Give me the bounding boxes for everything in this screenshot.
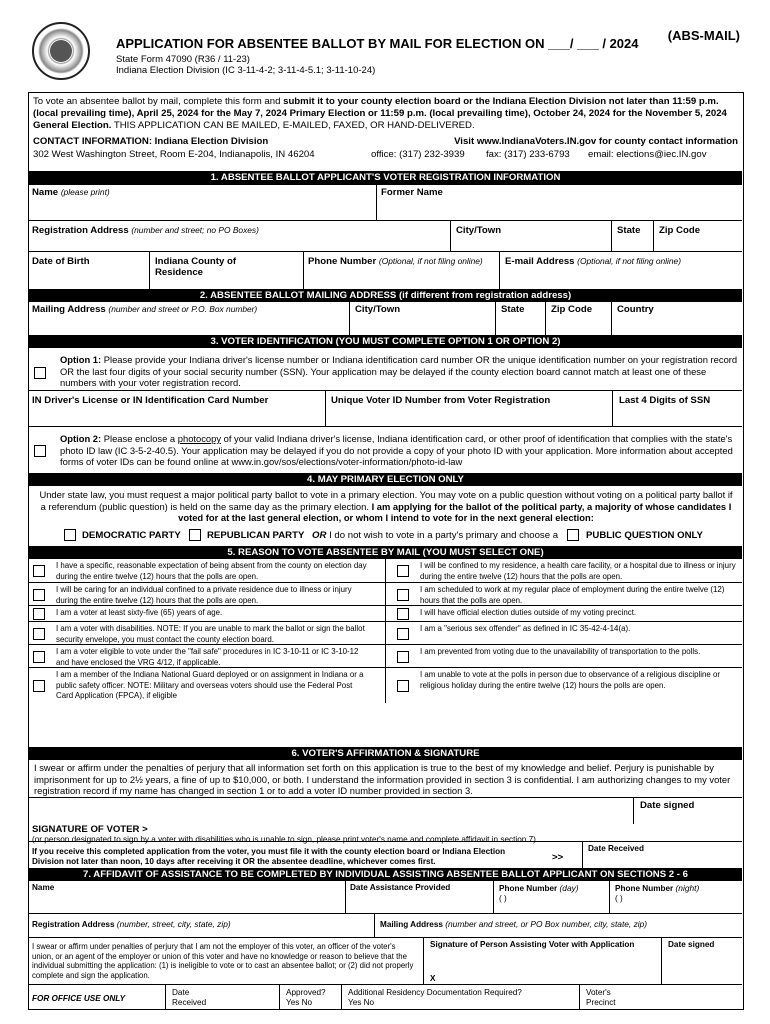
- reason-text-left: I am a member of the Indiana National Guard deployed or on assignment in Indiana or a public safety officer. NOTE: Military and overseas voters should use the Federal Post Card Application (FPCA), if eligible: [56, 670, 364, 700]
- assistant-signature-label: Signature of Person Assisting Voter with Application: [430, 940, 635, 949]
- office-approved: Approved? Yes No: [286, 988, 326, 1007]
- affirmation-text: I swear or affirm under the penalties of perjury that all information set forth on this application is true to the best of my knowledge and belief. Perjury is punishable by imprisonment for up to 2½ years, a fine of up to $10,000, or both. I understand the information provided in section 3 is confidential. I am authorizing changes to my voter registration record if my name has changed in section 1 or to add a voter ID number provided in section 3.: [34, 762, 731, 796]
- city-field[interactable]: City/Town: [456, 225, 502, 236]
- assistant-mailing-address-field[interactable]: Mailing Address (number and street, or PO Box number, city, state, zip): [380, 919, 648, 929]
- voter-signature-field[interactable]: SIGNATURE OF VOTER >: [32, 824, 148, 835]
- option2-checkbox[interactable]: [34, 445, 46, 457]
- assistant-signature-field[interactable]: X: [430, 974, 436, 983]
- reason-checkbox-right[interactable]: [397, 651, 409, 663]
- reason-checkbox-left[interactable]: [33, 628, 45, 640]
- form-page: [28, 22, 744, 1012]
- contact-office: office: (317) 232-3939: [371, 149, 465, 160]
- section6-header: 6. VOTER'S AFFIRMATION & SIGNATURE: [29, 747, 742, 760]
- reason-text-left: I will be caring for an individual confined to a private residence due to illness or injury during the entire twelve (12) hours that the polls are open.: [56, 585, 352, 605]
- photocopy-link[interactable]: photocopy: [177, 433, 222, 444]
- section2-header: 2. ABSENTEE BALLOT MAILING ADDRESS (if different from registration address): [29, 289, 742, 302]
- form-title: APPLICATION FOR ABSENTEE BALLOT BY MAIL FOR ELECTION ON ___/ ___ / 2024: [116, 36, 639, 51]
- primary-instructions: Under state law, you must request a major political party ballot to vote in a primary election. You may vote on a public question without voting on a political party ballot if a referendum (public question) is held on the same day as the primary election. I am applying for the ballot of the political party, a majority of whose candidates I voted for at the last general election, or whom I intend to vote for in the next general election:: [39, 489, 733, 523]
- section4-header: 4. MAY PRIMARY ELECTION ONLY: [29, 473, 742, 486]
- reason-row: [29, 644, 742, 667]
- section2-row: [29, 302, 742, 335]
- reason-checkbox-right[interactable]: [397, 608, 409, 620]
- reason-row: [29, 667, 742, 702]
- reason-text-left: I am a voter with disabilities. NOTE: If you are unable to mark the ballot or sign the ballot security envelope, you must contact the county election board.: [56, 624, 365, 644]
- county-field[interactable]: Indiana County of Residence: [155, 256, 237, 278]
- reason-text-right: I am prevented from voting due to the unavailability of transportation to the polls.: [420, 647, 701, 656]
- phone-night-field[interactable]: Phone Number (night) ( ): [615, 883, 700, 903]
- ssn-field[interactable]: Last 4 Digits of SSN: [619, 395, 711, 406]
- former-name-field[interactable]: Former Name: [381, 187, 443, 198]
- reason-text-right: I am a "serious sex offender" as defined in IC 35-42-4-14(a).: [420, 624, 631, 633]
- assistant-reg-address-field[interactable]: Registration Address (number, street, city, state, zip): [32, 919, 231, 929]
- assistant-affirmation: I swear or affirm under penalties of perjury that I am not the employer of this voter, an officer of the voter's union, or an agent of the employer or union of this voter and have no knowledge or reason to believe that the individual submitting the application: (1) is ineligible to vote or to cast an absentee ballot; or (2) did not properly complete and sign the application.: [32, 942, 414, 980]
- state-form-number: State Form 47090 (R36 / 11-23): [116, 54, 250, 65]
- state-seal-icon: [32, 22, 90, 80]
- office-use-label: FOR OFFICE USE ONLY: [32, 994, 126, 1003]
- reason-checkbox-left[interactable]: [33, 680, 45, 692]
- filing-note: If you receive this completed application from the voter, you must file it with the county election board or Indiana Election Division not later than noon, 10 days after receiving it OR the absentee deadline, whichever comes first.: [32, 847, 506, 866]
- dl-number-field[interactable]: IN Driver's License or IN Identification Card Number: [32, 395, 269, 406]
- reason-checkbox-left[interactable]: [33, 651, 45, 663]
- reason-text-left: I am a voter at least sixty-five (65) years of age.: [56, 608, 223, 617]
- reason-checkbox-right[interactable]: [397, 565, 409, 577]
- assistant-date-signed[interactable]: Date signed: [668, 940, 715, 949]
- option2-text: Option 2: Please enclose a photocopy of your valid Indiana driver's license, Indiana identification card, or other proof of identification that complies with the state's photo ID law (IC 3-5-2-40.5). Your application may be delayed if you do not provide a copy of your photo ID with your application. More information about accepted forms of voter IDs can be found online at www.in.gov/sos/elections/voter-information/photo-id-law: [60, 433, 733, 467]
- contact-fax: fax: (317) 233-6793: [486, 149, 570, 160]
- name-field[interactable]: Name (please print): [32, 187, 110, 198]
- assistant-address-row: [29, 913, 742, 937]
- reason-row: [29, 621, 742, 644]
- reason-text-right: I am scheduled to work at my regular place of employment during the entire twelve (12) hours that the polls are open.: [420, 585, 725, 605]
- mailing-zip-field[interactable]: Zip Code: [551, 304, 593, 315]
- zip-field[interactable]: Zip Code: [659, 225, 701, 236]
- public-question-checkbox[interactable]: [567, 529, 579, 541]
- reason-checkbox-right[interactable]: [397, 589, 409, 601]
- reason-text-right: I will be confined to my residence, a health care facility, or a hospital due to illness or injury during the entire twelve (12) hours that the polls are open.: [420, 561, 736, 581]
- office-use-row: [29, 984, 742, 1009]
- state-field[interactable]: State: [617, 225, 641, 236]
- republican-label: REPUBLICAN PARTY: [207, 530, 305, 541]
- section1-address-row: [29, 220, 742, 251]
- office-precinct: Voter's Precinct: [586, 988, 616, 1007]
- assistant-name-field[interactable]: Name: [32, 883, 55, 892]
- email-field[interactable]: E-mail Address (Optional, if not filing online): [505, 256, 681, 267]
- option1-text: Option 1: Please provide your Indiana driver's license number or Indiana identification card number OR the unique identification number on your registration record OR the last four digits of your social security number (SSN). Your application may be delayed if the county election board cannot match at least one of these numbers with your voter registration record.: [60, 354, 738, 388]
- id-numbers-row: [29, 390, 742, 426]
- reason-row: [29, 582, 742, 605]
- reason-checkbox-right[interactable]: [397, 680, 409, 692]
- no-party-text: OR I do not wish to vote in a party's primary and choose a: [312, 530, 559, 541]
- section3-header: 3. VOTER IDENTIFICATION (YOU MUST COMPLETE OPTION 1 OR OPTION 2): [29, 335, 742, 348]
- visit-link[interactable]: Visit www.IndianaVoters.IN.gov for county contact information: [454, 136, 738, 147]
- intro-deadline: submit it to your county election board or the Indiana Election Division not later than 11:59 p.m. (local prevailing time), April 25, 2024 for the May 7, 2024 Primary Election or 11:59 p.m. (local prevailing time), October 24, 2024 for the November 5, 2024 General Election.: [33, 96, 727, 131]
- democratic-label: DEMOCRATIC PARTY: [82, 530, 181, 541]
- republican-checkbox[interactable]: [189, 529, 201, 541]
- dob-field[interactable]: Date of Birth: [32, 256, 90, 267]
- mailing-country-field[interactable]: Country: [617, 304, 654, 315]
- section1-dob-row: [29, 251, 742, 289]
- reason-row: [29, 559, 742, 582]
- phone-day-field[interactable]: Phone Number (day) ( ): [499, 883, 579, 903]
- assistance-date-field[interactable]: Date Assistance Provided: [350, 883, 451, 892]
- mailing-state-field[interactable]: State: [501, 304, 525, 315]
- signature-row: [29, 797, 742, 844]
- mailing-address-field[interactable]: Mailing Address (number and street or P.O. Box number): [32, 304, 258, 315]
- section5-header: 5. REASON TO VOTE ABSENTEE BY MAIL (YOU MUST SELECT ONE): [29, 546, 742, 559]
- reason-checkbox-left[interactable]: [33, 589, 45, 601]
- registration-address-field[interactable]: Registration Address (number and street; no PO Boxes): [32, 225, 259, 236]
- public-question-label: PUBLIC QUESTION ONLY: [586, 530, 703, 541]
- filing-row: [29, 841, 742, 868]
- assistant-affirm-row: [29, 937, 742, 984]
- date-signed-label: Date signed: [640, 800, 695, 811]
- contact-address: 302 West Washington Street, Room E-204, Indianapolis, IN 46204: [33, 149, 315, 160]
- democratic-checkbox[interactable]: [64, 529, 76, 541]
- phone-field[interactable]: Phone Number (Optional, if not filing online): [308, 256, 483, 267]
- office-residency: Additional Residency Documentation Required? Yes No: [348, 988, 522, 1007]
- division-citation: Indiana Election Division (IC 3-11-4-2; 3-11-4-5.1; 3-11-10-24): [116, 65, 376, 76]
- reason-checkbox-left[interactable]: [33, 565, 45, 577]
- mailing-city-field[interactable]: City/Town: [355, 304, 401, 315]
- section7-header: 7. AFFIDAVIT OF ASSISTANCE TO BE COMPLETED BY INDIVIDUAL ASSISTING ABSENTEE BALLOT APPLICANT ON SECTIONS 2 - 6: [29, 868, 742, 881]
- reason-checkbox-right[interactable]: [397, 628, 409, 640]
- voter-id-field[interactable]: Unique Voter ID Number from Voter Registration: [331, 395, 551, 406]
- section1-name-row: [29, 184, 742, 220]
- assistant-name-row: [29, 881, 742, 913]
- form-body: [28, 92, 744, 1010]
- form-code: (ABS-MAIL): [667, 28, 740, 43]
- reason-row: [29, 605, 742, 621]
- reason-text-left: I am a voter eligible to vote under the "fail safe" procedures in IC 3-10-11 or IC 3-10-12 and have enclosed the VRG 4/12, if applicable.: [56, 647, 359, 667]
- intro-delivery: THIS APPLICATION CAN BE MAILED, E-MAILED, FAXED, OR HAND-DELIVERED.: [111, 120, 475, 131]
- reason-text-left: I have a specific, reasonable expectation of being absent from the county on election day during the entire twelve (12) hours that the polls are open.: [56, 561, 367, 581]
- arrow-icon: >>: [552, 852, 564, 863]
- date-received-field[interactable]: Date Received: [588, 844, 644, 853]
- intro-lead: To vote an absentee ballot by mail, complete this form and: [33, 96, 284, 107]
- contact-label: CONTACT INFORMATION: Indiana Election Division: [33, 136, 269, 147]
- office-date-received: Date Received: [172, 988, 207, 1007]
- reason-text-right: I will have official election duties outside of my voting precinct.: [420, 608, 637, 617]
- intro-text: [33, 96, 739, 132]
- option1-checkbox[interactable]: [34, 367, 46, 379]
- signature-note: (or person designated to sign by a voter with disabilities who is unable to sign, please print voter's name and complete affidavit in section 7): [32, 835, 536, 844]
- reason-text-right: I am unable to vote at the polls in person due to observance of a religious discipline or religious holiday during the entire twelve (12) hours the polls are open.: [420, 670, 721, 690]
- reason-checkbox-left[interactable]: [33, 608, 45, 620]
- section1-header: 1. ABSENTEE BALLOT APPLICANT'S VOTER REGISTRATION INFORMATION: [29, 171, 742, 184]
- contact-email[interactable]: email: elections@iec.IN.gov: [588, 149, 707, 160]
